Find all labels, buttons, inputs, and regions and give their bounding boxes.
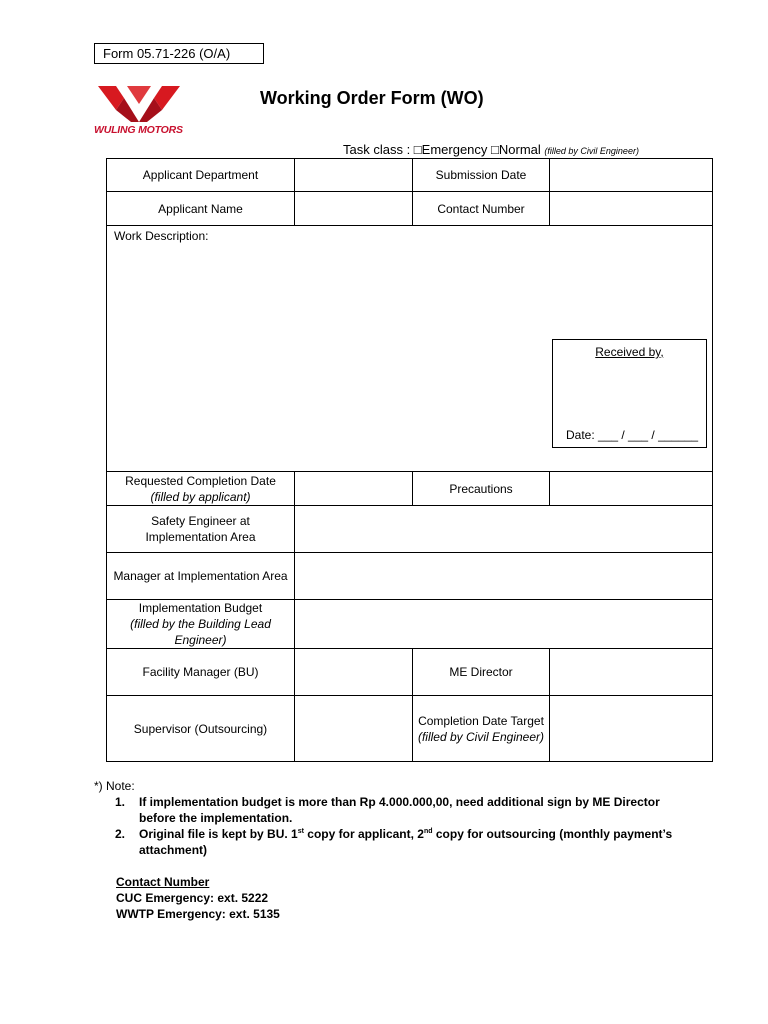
safety-engineer-label: Safety Engineer at Implementation Area xyxy=(107,506,295,553)
precautions-field[interactable] xyxy=(550,472,713,506)
implementation-budget-field[interactable] xyxy=(295,600,713,649)
note-item-2-number: 2. xyxy=(115,827,126,841)
implementation-budget-title: Implementation Budget xyxy=(138,601,263,615)
logo-text: WULING MOTORS xyxy=(94,124,183,136)
safety-engineer-field[interactable] xyxy=(295,506,713,553)
notes-section xyxy=(94,778,694,922)
supervisor-field[interactable] xyxy=(295,696,413,762)
contact-cuc: CUC Emergency: ext. 5222 xyxy=(116,891,269,905)
task-class-note: (filled by Civil Engineer) xyxy=(544,146,639,156)
completion-target-label xyxy=(413,696,550,762)
requested-completion-date-field[interactable] xyxy=(295,472,413,506)
note-item-2-text: Original file is kept by BU. 1st copy for applicant, 2nd copy for outsourcing (monthly payment’s attachment) xyxy=(139,827,673,857)
contact-number-field[interactable] xyxy=(550,192,713,226)
applicant-name-field[interactable] xyxy=(295,192,413,226)
task-class xyxy=(343,142,639,157)
notes-heading: *) Note: xyxy=(94,779,135,793)
requested-completion-date-label xyxy=(107,472,295,506)
submission-date-field[interactable] xyxy=(550,159,713,192)
applicant-department-label: Applicant Department xyxy=(107,159,295,192)
note-item-1-text: If implementation budget is more than Rp 4.000.000,00, need additional sign by ME Director before the implementation. xyxy=(139,795,660,825)
received-by-box xyxy=(552,339,707,448)
received-by-label: Received by, xyxy=(595,345,664,359)
task-class-emergency[interactable]: □Emergency xyxy=(413,142,488,157)
submission-date-label: Submission Date xyxy=(413,159,550,192)
contact-number-label: Contact Number xyxy=(413,192,550,226)
requested-completion-date-title: Requested Completion Date xyxy=(125,473,276,488)
completion-target-note: (filled by Civil Engineer) xyxy=(417,729,545,744)
contact-section xyxy=(94,874,694,922)
implementation-budget-label xyxy=(107,600,295,649)
work-description-label: Work Description: xyxy=(114,229,209,243)
manager-field[interactable] xyxy=(295,553,713,600)
requested-completion-date-note: (filled by applicant) xyxy=(150,489,251,504)
task-class-label: Task class : xyxy=(343,142,414,157)
facility-manager-field[interactable] xyxy=(295,649,413,696)
wuling-logo-icon xyxy=(94,82,184,124)
me-director-field[interactable] xyxy=(550,649,713,696)
contact-wwtp: WWTP Emergency: ext. 5135 xyxy=(116,907,280,921)
work-description-field[interactable] xyxy=(107,226,713,472)
form-number: Form 05.71-226 (O/A) xyxy=(94,43,264,64)
implementation-budget-note: (filled by the Building Lead Engineer) xyxy=(130,617,271,647)
task-class-normal[interactable]: □Normal xyxy=(491,142,541,157)
manager-label: Manager at Implementation Area xyxy=(107,553,295,600)
received-date-label: Date: ___ / ___ / ______ xyxy=(566,428,699,442)
supervisor-label: Supervisor (Outsourcing) xyxy=(107,696,295,762)
applicant-department-field[interactable] xyxy=(295,159,413,192)
work-order-table xyxy=(106,158,713,762)
completion-target-title: Completion Date Target xyxy=(418,713,544,728)
precautions-label: Precautions xyxy=(413,472,550,506)
completion-target-field[interactable] xyxy=(550,696,713,762)
note-item-2 xyxy=(94,826,694,858)
applicant-name-label: Applicant Name xyxy=(107,192,295,226)
page-title: Working Order Form (WO) xyxy=(260,88,484,108)
company-logo xyxy=(94,82,184,140)
me-director-label: ME Director xyxy=(413,649,550,696)
note-item-1 xyxy=(94,794,694,826)
contact-heading: Contact Number xyxy=(116,875,210,889)
note-item-1-number: 1. xyxy=(115,795,126,809)
facility-manager-label: Facility Manager (BU) xyxy=(107,649,295,696)
